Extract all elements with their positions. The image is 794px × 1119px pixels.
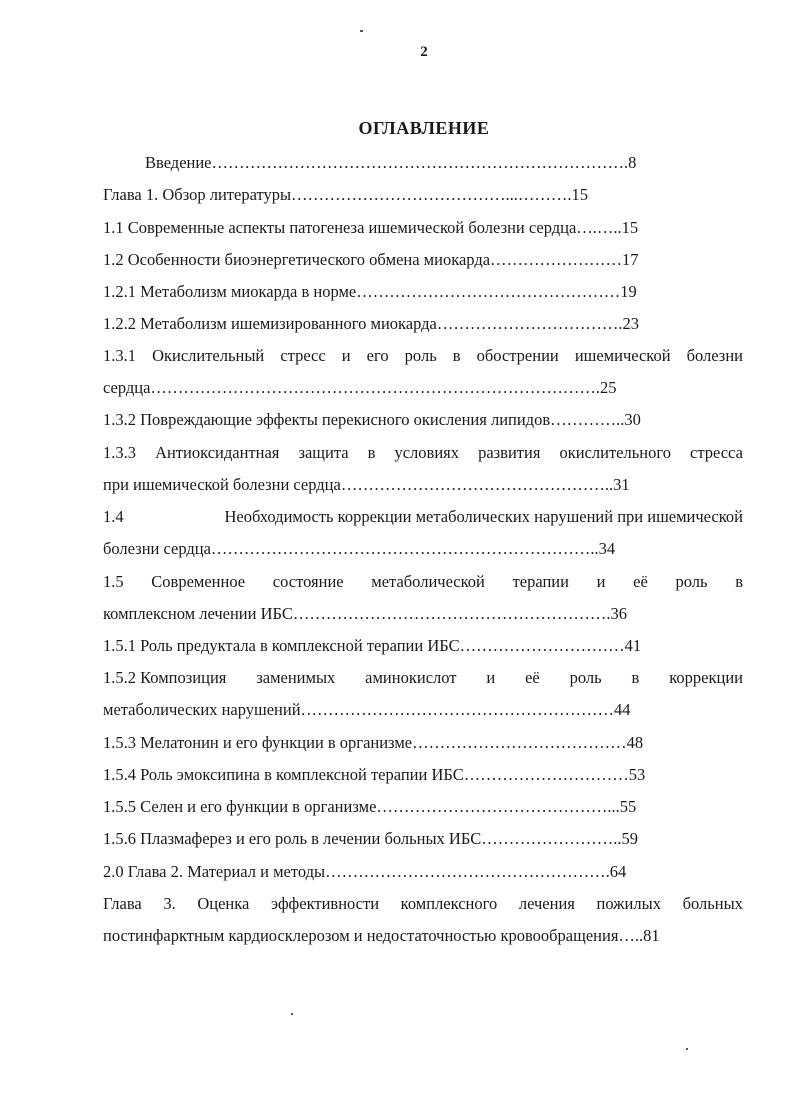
toc-entry-1-3-3-line1 [103,442,743,464]
word: заменимых [256,668,336,687]
word: в [631,668,640,687]
toc-entry-1-3-3-line2: при ишемической болезни сердца…………………………………………..31 [103,475,630,494]
toc-entry-1-5-3: 1.5.3 Мелатонин и его функции в организме…………………………………48 [103,733,644,752]
word: состояние [272,572,344,591]
word: 1.3.1 [103,346,136,365]
word: её [525,668,540,687]
word: и [341,346,351,365]
toc-entry-1-5-2-line1 [103,667,743,689]
word: Современное [151,572,246,591]
word: 1.5 [103,572,124,591]
word: и [596,572,606,591]
word: Необходимость коррекции метаболических нарушений при ишемической [224,507,743,526]
word: её [633,572,648,591]
word: в [735,572,743,591]
word: 1.5.2 Композиция [103,668,227,687]
word: стресс [280,346,326,365]
word: Оценка [197,894,250,913]
word: больных [682,894,743,913]
word: развития [478,443,541,462]
toc-entry-1-1: 1.1 Современные аспекты патогенеза ишемической болезни сердца….…..15 [103,218,639,237]
word: пожилых [596,894,661,913]
toc-entry-1-5-line2: комплексном лечении ИБС………………………………………………….36 [103,604,627,623]
toc-title: ОГЛАВЛЕНИЕ [358,118,490,138]
toc-entry-chapter-1: Глава 1. Обзор литературы…………………………………...……….15 [103,185,589,204]
word: роль [675,572,708,591]
word: 1.3.3 [103,443,136,462]
toc-entry-1-5-5: 1.5.5 Селен и его функции в организме……………………………………...55 [103,797,637,816]
word: окислительного [559,443,671,462]
word: болезни [686,346,743,365]
word: условиях [394,443,460,462]
word: аминокислот [365,668,457,687]
toc-entry-intro: Введение………………………………………………………………….8 [145,153,637,172]
word: метаболической [371,572,485,591]
toc-entry-chapter-2: 2.0 Глава 2. Материал и методы…………………………………………….64 [103,862,627,881]
toc-entry-chapter-3-line1 [103,893,743,915]
toc-entry-1-5-2-line2: метаболических нарушений…………………………………………………44 [103,700,631,719]
toc-entry-1-2-2: 1.2.2 Метаболизм ишемизированного миокарда…………………………….23 [103,314,639,333]
word: терапии [512,572,569,591]
toc-entry-1-3-2: 1.3.2 Повреждающие эффекты перекисного окисления липидов…………..30 [103,410,641,429]
page-number: 2 [420,44,428,60]
toc-entry-1-2-1: 1.2.1 Метаболизм миокарда в норме…………………………………………19 [103,282,637,301]
toc-entry-1-2: 1.2 Особенности биоэнергетического обмена миокарда……………………17 [103,250,639,269]
word: и [486,668,496,687]
word: Глава [103,894,142,913]
word: его [366,346,389,365]
word: в [367,443,376,462]
word: 3. [163,894,176,913]
scan-speck [360,30,363,32]
toc-entry-1-3-1-line2: сердца……………………………………………………………………….25 [103,378,617,397]
toc-entry-chapter-3-line2: постинфарктным кардиосклерозом и недостаточностью кровообращения…..81 [103,926,660,945]
toc-entry-1-5-line1 [103,571,743,593]
word: роль [569,668,602,687]
word: Окислительный [152,346,265,365]
toc-entry-1-4-line1 [103,506,743,528]
toc-entry-1-5-6: 1.5.6 Плазмаферез и его роль в лечении больных ИБС……………………..59 [103,829,638,848]
word: роль [404,346,437,365]
toc-entry-1-3-1-line1 [103,345,743,367]
word: эффективности [270,894,380,913]
word: ишемической [574,346,671,365]
toc-entry-1-4-line2: болезни сердца……………………………………………………………..34 [103,539,616,558]
scan-speck [291,1013,293,1015]
word: коррекции [669,668,743,687]
word: Антиоксидантная [155,443,280,462]
word: в [452,346,461,365]
word: стресса [690,443,743,462]
word: комплексного [400,894,498,913]
word: обострении [476,346,559,365]
word: защита [298,443,349,462]
word: 1.4 [103,507,124,526]
scan-speck [686,1048,688,1050]
toc-entry-1-5-4: 1.5.4 Роль эмоксипина в комплексной терапии ИБС…………………………53 [103,765,646,784]
word: лечения [518,894,575,913]
toc-entry-1-5-1: 1.5.1 Роль предуктала в комплексной терапии ИБС…………………………41 [103,636,642,655]
